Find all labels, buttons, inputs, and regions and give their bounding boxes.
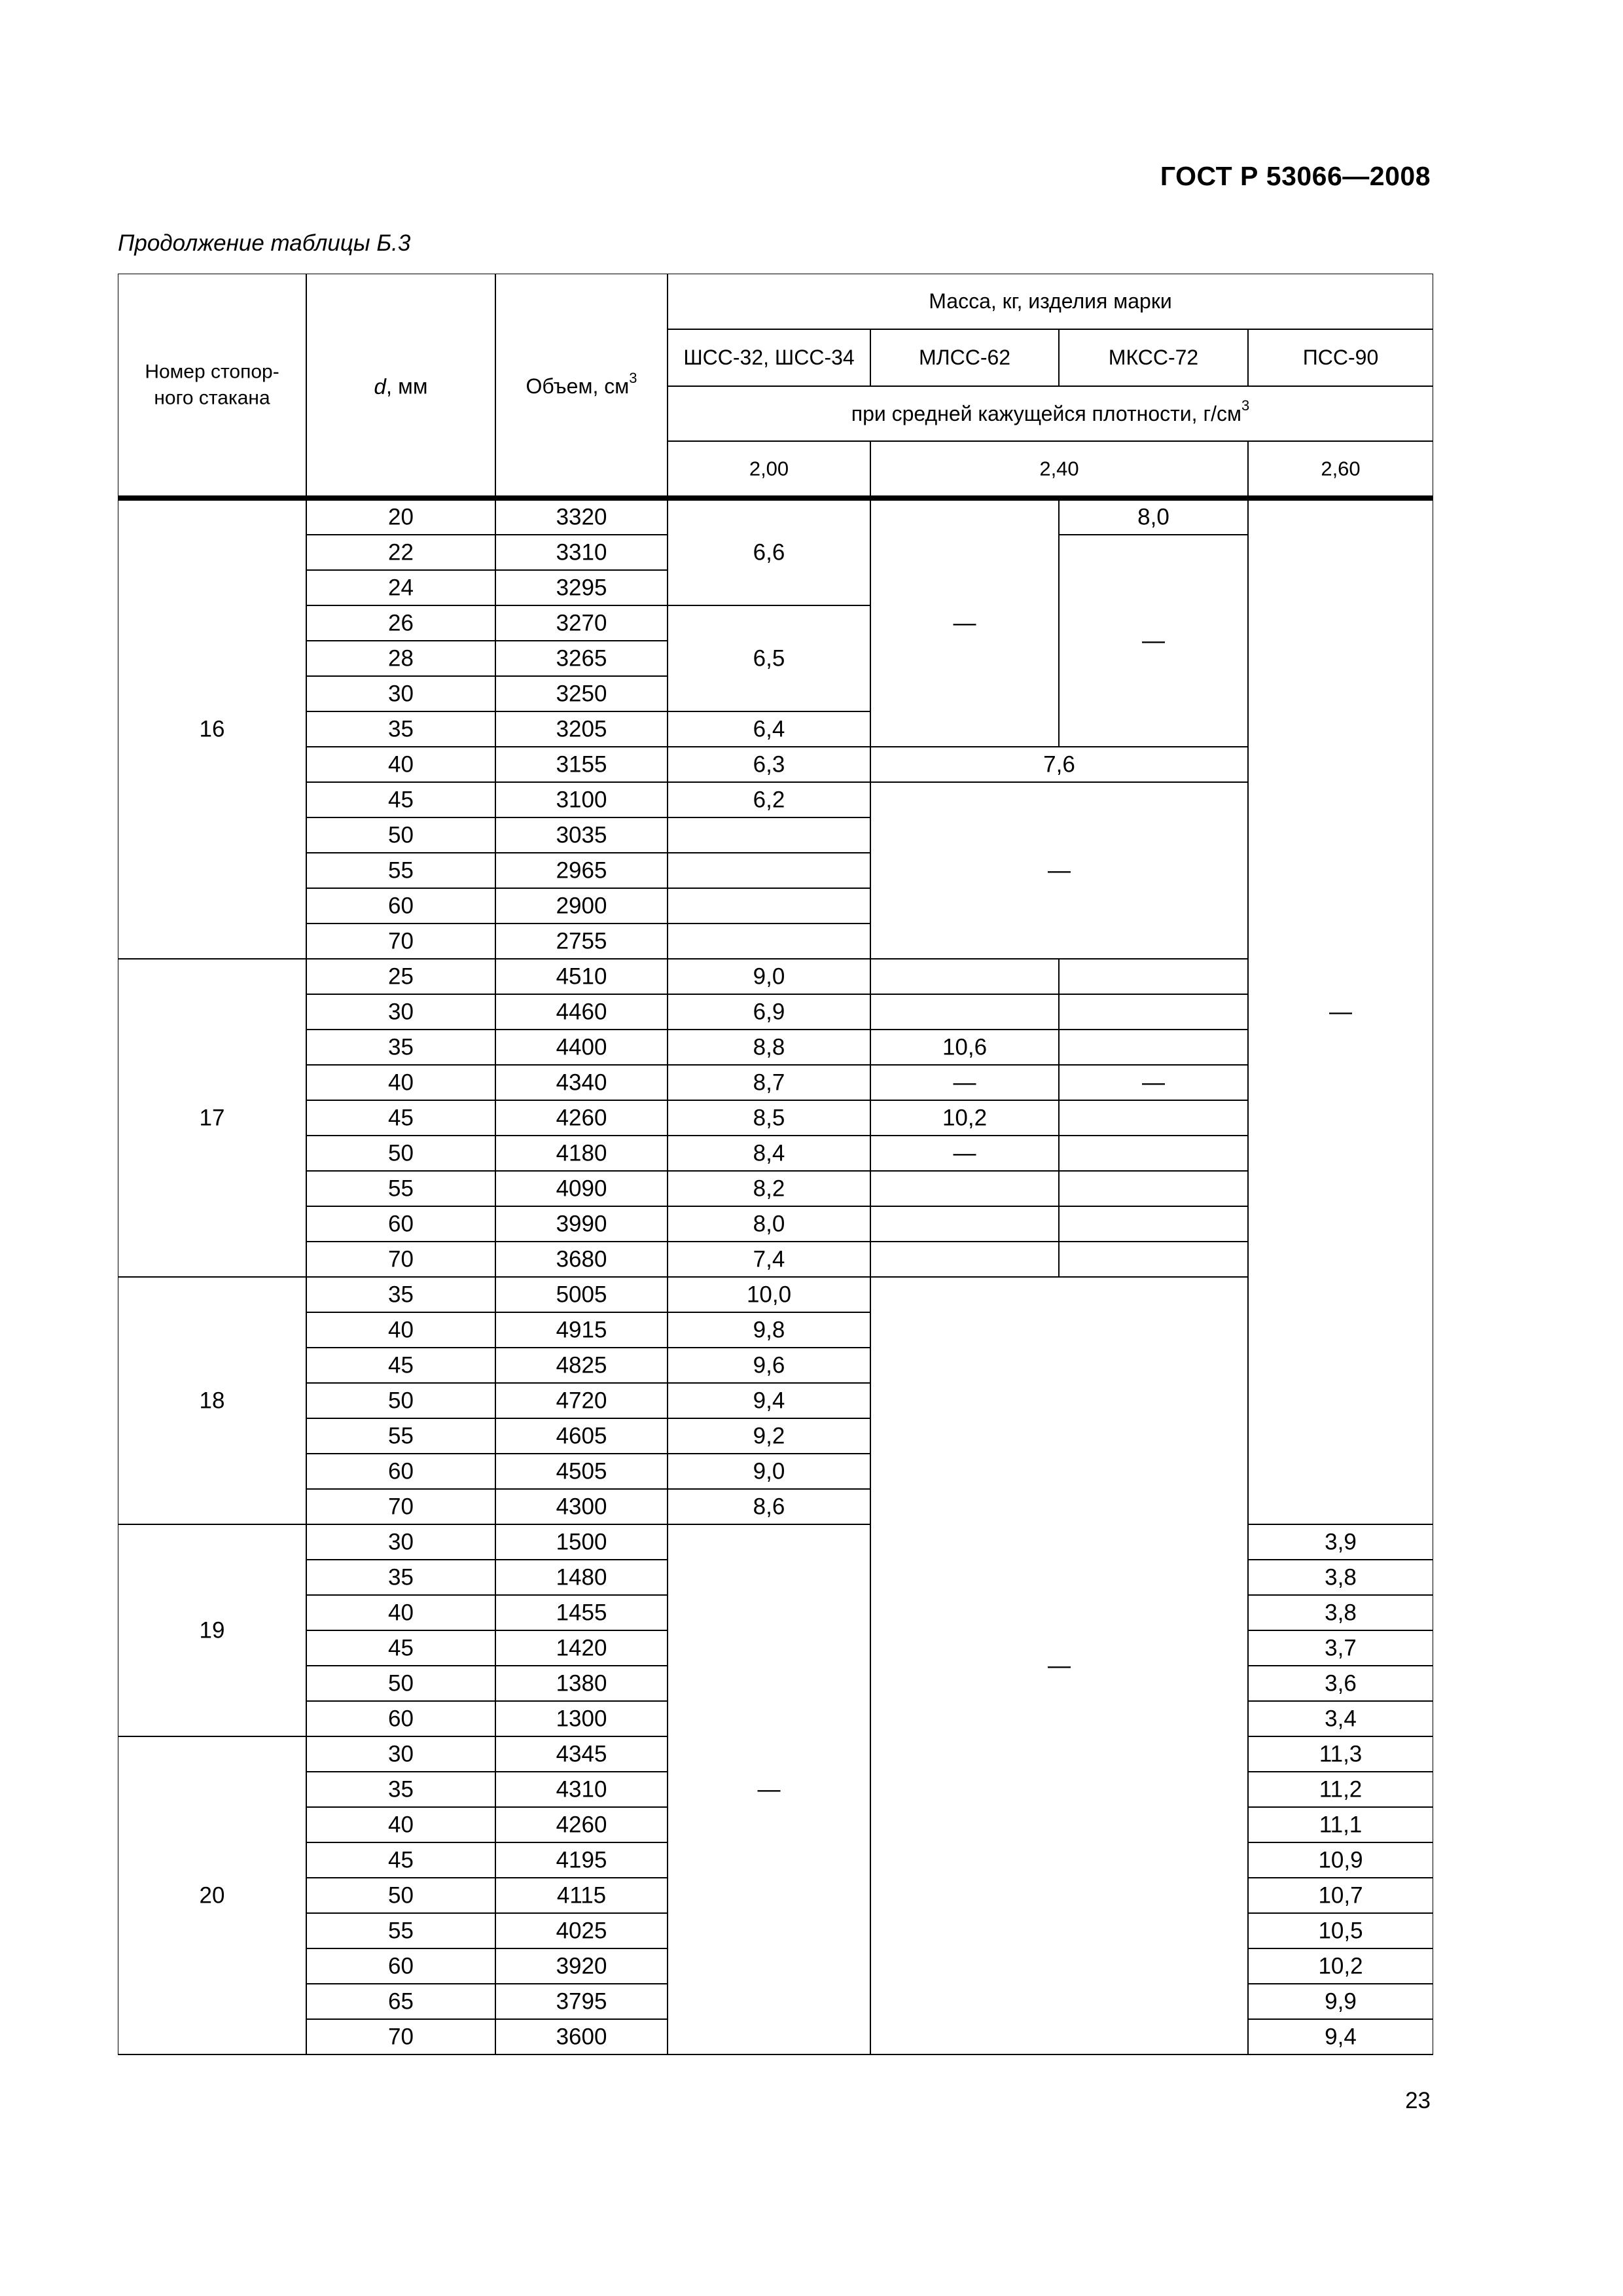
table-row-volume: 3920 — [556, 1953, 607, 1979]
table-row-volume: 3310 — [556, 539, 607, 565]
table-row-volume: 4825 — [556, 1352, 607, 1378]
cell-mkss: 8,0 — [1137, 504, 1169, 530]
table-row-volume: 4510 — [556, 963, 607, 990]
cell-pss: 3,9 — [1325, 1529, 1357, 1555]
table-row-d: 55 — [388, 1918, 414, 1944]
cell-mkss-dash: — — [1142, 628, 1165, 654]
table-row-d: 70 — [388, 1494, 414, 1520]
cell-shss: 6,4 — [753, 716, 785, 742]
table-row-volume: 3295 — [556, 575, 607, 601]
table-row-d: 60 — [388, 893, 414, 919]
table-row-d: 30 — [388, 999, 414, 1025]
cell-shss: 7,4 — [753, 1246, 785, 1272]
table-row-d: 60 — [388, 1953, 414, 1979]
cell-shss: 6,2 — [753, 787, 785, 813]
header-brand-0: ШСС-32, ШСС-34 — [683, 346, 855, 369]
table-row-d: 55 — [388, 1423, 414, 1449]
cell-shss: 9,0 — [753, 1458, 785, 1484]
group-number-17: 17 — [199, 1105, 225, 1131]
header-brand-3: ПСС-90 — [1302, 346, 1379, 369]
table-row-volume: 3990 — [556, 1211, 607, 1237]
table-row-volume: 4115 — [556, 1882, 607, 1909]
table-row-volume: 3600 — [556, 2024, 607, 2050]
cell-pss: 11,2 — [1319, 1776, 1363, 1803]
table-row-d: 40 — [388, 1317, 414, 1343]
cell-pss: 9,4 — [1325, 2024, 1357, 2050]
table-row-volume: 4195 — [556, 1847, 607, 1873]
table-row-d: 60 — [388, 1706, 414, 1732]
cell-pss: 10,9 — [1318, 1847, 1363, 1873]
table-row-volume: 4260 — [556, 1105, 607, 1131]
table-row-d: 50 — [388, 1882, 414, 1909]
table-row-volume: 4340 — [556, 1069, 607, 1096]
cell-mkss: — — [1142, 1069, 1165, 1096]
cell-pss-dash: — — [1329, 999, 1352, 1025]
table-row-d: 45 — [388, 1635, 414, 1661]
table-row-d: 55 — [388, 1175, 414, 1202]
table-row-d: 35 — [388, 1776, 414, 1803]
document-header: ГОСТ Р 53066—2008 — [1160, 161, 1431, 191]
cell-shss: 8,0 — [753, 1211, 785, 1237]
table-row-d: 55 — [388, 857, 414, 884]
header-d-label: d, мм — [374, 374, 428, 399]
table-row-volume: 1480 — [556, 1564, 607, 1590]
table-row-volume: 4260 — [556, 1812, 607, 1838]
table-row-volume: 4025 — [556, 1918, 607, 1944]
table-row-volume: 3250 — [556, 681, 607, 707]
cell-pss: 11,1 — [1319, 1812, 1363, 1838]
table-row-volume: 4300 — [556, 1494, 607, 1520]
cell-shss: 8,2 — [753, 1175, 785, 1202]
table-row-volume: 4720 — [556, 1388, 607, 1414]
table-row-d: 70 — [388, 928, 414, 954]
group-number-19: 19 — [199, 1617, 225, 1643]
table-row-d: 70 — [388, 1246, 414, 1272]
table-row-d: 35 — [388, 1282, 414, 1308]
table-row-d: 26 — [388, 610, 414, 636]
cell-shss: 10,0 — [746, 1282, 792, 1308]
cell-mlss: — — [953, 1069, 976, 1096]
table-row-volume: 4310 — [556, 1776, 607, 1803]
group-number-16: 16 — [199, 716, 225, 742]
cell-mlss-mkss-dash: — — [1048, 857, 1071, 884]
header-density-value-1: 2,40 — [1039, 457, 1079, 480]
table-row-d: 45 — [388, 1352, 414, 1378]
header-density-label: при средней кажущейся плотности, $г/см^3$ — [851, 397, 1250, 425]
cell-pss: 9,9 — [1325, 1988, 1357, 2015]
table-row-d: 50 — [388, 1670, 414, 1696]
cell-mlss-dash: — — [953, 610, 976, 636]
table-row-d: 45 — [388, 787, 414, 813]
cell-shss: 8,8 — [753, 1034, 785, 1060]
table-row-volume: 3795 — [556, 1988, 607, 2015]
table-row-d: 50 — [388, 822, 414, 848]
cell-shss: 8,6 — [753, 1494, 785, 1520]
table-row-d: 60 — [388, 1458, 414, 1484]
table-row-d: 40 — [388, 751, 414, 778]
table-row-d: 45 — [388, 1847, 414, 1873]
table-row-d: 40 — [388, 1812, 414, 1838]
table-row-volume: 1380 — [556, 1670, 607, 1696]
table-row-volume: 3265 — [556, 645, 607, 672]
table-row-d: 40 — [388, 1069, 414, 1096]
table-row-volume: 1420 — [556, 1635, 607, 1661]
table-row-volume: 4605 — [556, 1423, 607, 1449]
table-row-volume: 2755 — [556, 928, 607, 954]
table-row-volume: 3270 — [556, 610, 607, 636]
cell-pss: 3,8 — [1325, 1564, 1357, 1590]
cell-pss: 3,8 — [1325, 1600, 1357, 1626]
cell-shss: 6,3 — [753, 751, 785, 778]
cell-pss: 3,6 — [1325, 1670, 1357, 1696]
header-brand-2: МКСС-72 — [1108, 346, 1199, 369]
cell-pss: 3,7 — [1325, 1635, 1357, 1661]
table-row-d: 20 — [388, 504, 414, 530]
table-row-volume: 4460 — [556, 999, 607, 1025]
mass-table — [118, 274, 1433, 2061]
header-density-value-2: 2,60 — [1321, 457, 1361, 480]
table-row-d: 60 — [388, 1211, 414, 1237]
table-row-d: 65 — [388, 1988, 414, 2015]
table-row-d: 22 — [388, 539, 414, 565]
table-row-volume: 1300 — [556, 1706, 607, 1732]
table-row-volume: 3680 — [556, 1246, 607, 1272]
header-volume-label: Объем, $см^3$ — [526, 370, 637, 398]
table-row-d: 35 — [388, 1034, 414, 1060]
group-number-20: 20 — [199, 1882, 225, 1909]
table-caption: Продолжение таблицы Б.3 — [118, 230, 411, 256]
header-group-label-line2: ного стакана — [154, 387, 270, 409]
table-row-volume: 3155 — [556, 751, 607, 778]
table-row-d: 70 — [388, 2024, 414, 2050]
cell-shss: 9,6 — [753, 1352, 785, 1378]
cell-shss: 6,6 — [753, 539, 785, 565]
table-row-d: 25 — [388, 963, 414, 990]
table-row-d: 35 — [388, 1564, 414, 1590]
group-number-18: 18 — [199, 1388, 225, 1414]
table-row-d: 40 — [388, 1600, 414, 1626]
table-row-d: 50 — [388, 1388, 414, 1414]
header-density-value-0: 2,00 — [749, 457, 789, 480]
table-row-volume: 4180 — [556, 1140, 607, 1166]
cell-pss: 11,3 — [1319, 1741, 1363, 1767]
cell-shss: 9,4 — [753, 1388, 785, 1414]
table-row-d: 30 — [388, 1529, 414, 1555]
cell-mlss: — — [953, 1140, 976, 1166]
cell-pss: 3,4 — [1325, 1706, 1357, 1732]
cell-shss: 6,9 — [753, 999, 785, 1025]
table-row-d: 30 — [388, 1741, 414, 1767]
table-row-volume: 4090 — [556, 1175, 607, 1202]
cell-shss: 9,2 — [753, 1423, 785, 1449]
cell-shss: 9,8 — [753, 1317, 785, 1343]
table-row-d: 35 — [388, 716, 414, 742]
cell-shss: 8,7 — [753, 1069, 785, 1096]
cell-shss: 6,5 — [753, 645, 785, 672]
table-row-d: 28 — [388, 645, 414, 672]
table-row-volume: 4505 — [556, 1458, 607, 1484]
table-row-volume: 4400 — [556, 1034, 607, 1060]
table-row-volume: 1500 — [556, 1529, 607, 1555]
table-row-volume: 4915 — [556, 1317, 607, 1343]
cell-mlss: 10,2 — [942, 1105, 988, 1131]
table-row-volume: 4345 — [556, 1741, 607, 1767]
table-row-volume: 2900 — [556, 893, 607, 919]
header-brand-1: МЛСС-62 — [918, 346, 1011, 369]
table-row-volume: 2965 — [556, 857, 607, 884]
cell-mlss-mkss-dash: — — [1048, 1653, 1071, 1679]
table-row-d: 50 — [388, 1140, 414, 1166]
page-number: 23 — [1405, 2088, 1431, 2113]
table-row-volume: 1455 — [556, 1600, 607, 1626]
table-row-volume: 3320 — [556, 504, 607, 530]
mass-table-grid — [118, 274, 1433, 2058]
cell-pss: 10,2 — [1318, 1953, 1363, 1979]
table-row-volume: 3035 — [556, 822, 607, 848]
header-mass-label: Масса, кг, изделия марки — [929, 289, 1172, 313]
header-group-label-line1: Номер стопор- — [145, 361, 279, 383]
cell-mlss: 10,6 — [942, 1034, 988, 1060]
cell-shss: 8,5 — [753, 1105, 785, 1131]
table-row-volume: 5005 — [556, 1282, 607, 1308]
table-row-d: 30 — [388, 681, 414, 707]
table-row-d: 45 — [388, 1105, 414, 1131]
table-row-volume: 3205 — [556, 716, 607, 742]
table-row-volume: 3100 — [556, 787, 607, 813]
cell-mlss-mkss: 7,6 — [1043, 751, 1075, 778]
table-row-d: 24 — [388, 575, 414, 601]
cell-pss: 10,7 — [1318, 1882, 1363, 1909]
cell-shss-dash: — — [757, 1776, 781, 1803]
cell-shss: 9,0 — [753, 963, 785, 990]
cell-shss: 8,4 — [753, 1140, 785, 1166]
cell-pss: 10,5 — [1318, 1918, 1363, 1944]
